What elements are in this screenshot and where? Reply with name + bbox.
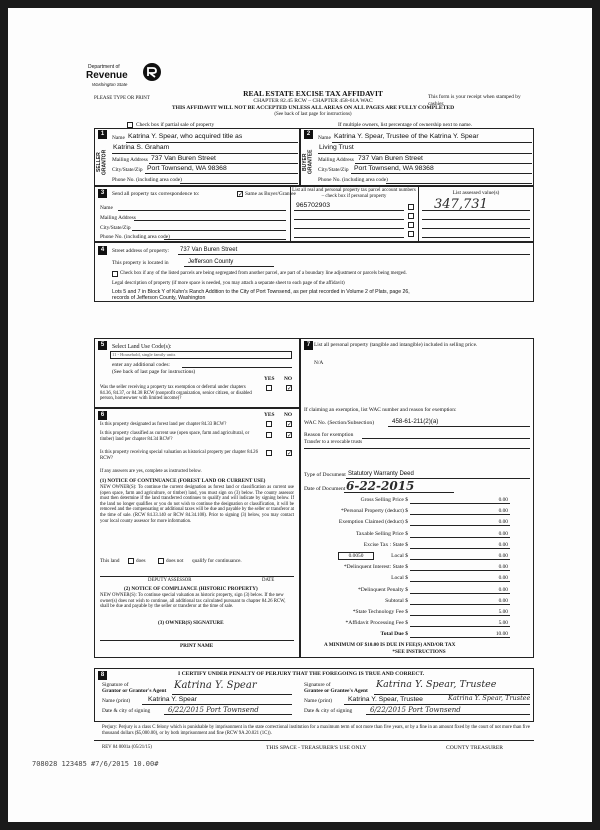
amount-row-label: *State Technology Fee $ bbox=[352, 609, 408, 615]
seller-city-field[interactable]: Port Townsend, WA 98368 bbox=[147, 165, 227, 172]
amount-row-value[interactable]: 0.00 bbox=[498, 519, 508, 526]
partial-sale-label: Check box if partial sale of property bbox=[136, 122, 215, 128]
amount-row-value[interactable]: 0.00 bbox=[498, 597, 508, 604]
s6-q2-no[interactable]: ✓ bbox=[287, 432, 293, 439]
s3-phone-label: Phone No. (including area code) bbox=[100, 234, 170, 240]
amount-row-value[interactable]: 0.00 bbox=[498, 564, 508, 571]
seller-side-label: SELLER GRANTOR bbox=[96, 149, 108, 175]
grantor-name-field[interactable]: Katrina Y. Spear bbox=[148, 696, 197, 703]
see-back-note: (See back of last page for instructions) bbox=[274, 112, 352, 117]
amount-row-value[interactable]: 0.00 bbox=[498, 508, 508, 515]
parcel-header: List all real and personal property tax parcel account numbers – check box if personal property bbox=[292, 188, 416, 199]
same-as-buyer-checkbox[interactable]: ✓ bbox=[238, 191, 244, 198]
does-text: does bbox=[136, 558, 146, 564]
revenue-logo bbox=[86, 62, 166, 90]
parcel-personal-checkbox-1[interactable] bbox=[408, 204, 414, 210]
buyer-side-label: BUYER GRANTEE bbox=[302, 149, 314, 175]
land-use-label: Select Land Use Code(s): bbox=[112, 344, 172, 350]
parcel-personal-checkbox-4[interactable] bbox=[408, 231, 414, 237]
county-field[interactable]: Jefferson County bbox=[188, 259, 234, 265]
section-7-number: 7 bbox=[304, 341, 313, 350]
buyer-name-label: Name bbox=[318, 135, 331, 141]
s3-mailing-label: Mailing Address bbox=[100, 215, 136, 221]
amount-row-value[interactable]: 0.00 bbox=[498, 575, 508, 582]
amount-row-label: *Delinquent Penalty $ bbox=[357, 586, 408, 593]
please-type: PLEASE TYPE OR PRINT bbox=[94, 96, 150, 101]
s6-yes: YES bbox=[264, 412, 275, 418]
section-4-number: 4 bbox=[98, 246, 107, 255]
s3-name-label: Name bbox=[100, 205, 113, 211]
deputy-assessor: DEPUTY ASSESSOR bbox=[148, 578, 192, 583]
dept-line3: Washington State bbox=[92, 82, 128, 87]
s3-city-label: City/State/Zip bbox=[100, 225, 131, 231]
owner-signature-line[interactable] bbox=[100, 640, 294, 641]
grantee-name-label: Name (print) bbox=[304, 698, 332, 704]
form-chapter: CHAPTER 82.45 RCW – CHAPTER 458-61A WAC bbox=[253, 98, 373, 104]
rev-number: REV 84 0001a (05/21/15) bbox=[102, 745, 152, 750]
buyer-mailing-label: Mailing Address bbox=[318, 157, 354, 163]
wac-label: WAC No. (Section/Subsection) bbox=[304, 420, 375, 426]
seller-name-field-2[interactable]: Katrina S. Graham bbox=[113, 144, 170, 151]
s6-no: NO bbox=[284, 412, 293, 418]
amount-row-label: *Delinquent Interest: State $ bbox=[343, 564, 408, 571]
s5-yes-checkbox[interactable] bbox=[266, 385, 272, 391]
s5-exempt-question: Was the seller receiving a property tax exemption or deferral under chapters 84.36, 84.37, or 84.38 RCW (nonprofit organization, senior citizen, or disabled person, homeowner with limited income)? bbox=[100, 385, 252, 402]
same-as-buyer-label: Same as Buyer/Grantee bbox=[245, 191, 296, 197]
perjury-note: Perjury: Perjury is a class C felony which is punishable by imprisonment in the state correctional institution for a maximum term of not more than five years, or by a fine in an amount fixed by the court of not more than five thousand dollars ($5,000.00), or by both imprisonment and fine (RCW 9A.20.021 (1C)). bbox=[102, 725, 531, 736]
personal-property-value[interactable]: N/A bbox=[314, 360, 324, 366]
owner-signature-label: (3) OWNER(S) SIGNATURE bbox=[158, 620, 224, 626]
amount-row-label: Total Due $ bbox=[380, 631, 408, 638]
multiple-owners-note: If multiple owners, list percentage of ownership next to name. bbox=[338, 122, 472, 128]
section-3-number: 3 bbox=[98, 189, 107, 198]
s6-q3-no[interactable]: ✓ bbox=[287, 450, 293, 457]
seller-name-label: Name bbox=[112, 135, 125, 141]
section-1-number: 1 bbox=[98, 130, 107, 139]
amount-row-value[interactable]: 10.00 bbox=[495, 631, 508, 638]
s6-q3: Is this property receiving special valuation as historical property per chapter 84.26 RCW? bbox=[100, 450, 258, 461]
legal-field-1[interactable]: Lots 5 and 7 in Block Y of Kuhn's Ranch Addition to the City of Port Townsend, as per plat recorded in Volume 2 of Plats, page 26, bbox=[112, 289, 410, 295]
amount-row-value[interactable]: 5.00 bbox=[498, 620, 508, 627]
legal-field-2[interactable]: records of Jefferson County, Washington bbox=[112, 295, 206, 301]
does-label: This land bbox=[100, 558, 120, 564]
dept-line1: Department of bbox=[88, 64, 120, 70]
local-rate-value: 0.0050 bbox=[348, 553, 364, 559]
amount-row-label: Local $ bbox=[391, 553, 408, 559]
minimum-note: A MINIMUM OF $10.00 IS DUE IN FEE(S) AND/OR TAX bbox=[324, 642, 456, 648]
buyer-city-field[interactable]: Port Townsend, WA 98368 bbox=[354, 165, 434, 172]
s6-q3-yes[interactable] bbox=[266, 450, 272, 456]
s6-q1: Is this property designated as forest land per chapter 84.33 RCW? bbox=[100, 422, 227, 427]
notice1-title: (1) NOTICE OF CONTINUANCE (FOREST LAND OR CURRENT USE) bbox=[100, 478, 266, 484]
grantee-sig-label: Signature of bbox=[304, 682, 331, 688]
doc-type-field[interactable]: Statutory Warranty Deed bbox=[348, 471, 414, 477]
not-accepted-notice: THIS AFFIDAVIT WILL NOT BE ACCEPTED UNLESS ALL AREAS ON ALL PAGES ARE FULLY COMPLETED bbox=[171, 105, 455, 111]
assessed-header: List assessed value(s) bbox=[452, 190, 500, 196]
print-name-label: PRINT NAME bbox=[180, 643, 214, 649]
notice2-body: NEW OWNER(S): To continue special valuation as historic property, sign (3) below. If the new owner(s) does not wish to continue, all additional tax calculated pursuant to chapter 84.26 RCW, shall be due and payable by the seller or transferor at the time of sale. bbox=[100, 593, 286, 610]
send-correspondence-label: Send all property tax correspondence to: bbox=[112, 191, 200, 197]
section-8-number: 8 bbox=[98, 671, 107, 680]
seller-name-field[interactable]: Katrina Y. Spear, who acquired title as bbox=[128, 133, 243, 140]
section-2-number: 2 bbox=[304, 130, 313, 139]
receipt-note: This form is your receipt when stamped by cashier. bbox=[428, 94, 521, 107]
s5-no-checkbox[interactable]: ✓ bbox=[287, 385, 293, 392]
street-field[interactable]: 737 Van Buren Street bbox=[180, 247, 238, 253]
segregated-checkbox[interactable] bbox=[112, 271, 118, 277]
street-label: Street address of property: bbox=[112, 248, 170, 254]
s5-no: NO bbox=[284, 376, 293, 382]
amount-row-label: Gross Selling Price $ bbox=[360, 497, 408, 503]
parcel-number-field[interactable]: 965702903 bbox=[296, 202, 331, 209]
amount-row-value[interactable]: 0.00 bbox=[498, 530, 508, 537]
additional-codes-label: enter any additional codes: bbox=[112, 362, 170, 368]
grantee-name-extra: Katrina Y. Spear, Trustee bbox=[448, 694, 531, 702]
parcel-personal-checkbox-2[interactable] bbox=[408, 213, 414, 219]
segregated-label: Check box if any of the listed parcels are being segregated from another parcel, are part of a boundary line adjustment or parcels being merged. bbox=[120, 271, 407, 276]
legal-label: Legal description of property (if more space is needed, you may attach a separate sheet to each page of the affidavit) bbox=[112, 281, 345, 286]
amount-row-label: Exemption Claimed (deduct) $ bbox=[338, 519, 408, 526]
doc-date-field[interactable]: 6-22-2015 bbox=[346, 479, 415, 493]
qualify-text: qualify for continuance. bbox=[192, 558, 242, 564]
personal-property-label: List all personal property (tangible and intangible) included in selling price. bbox=[314, 342, 478, 348]
parcel-personal-checkbox-3[interactable] bbox=[408, 222, 414, 228]
certify-statement: I CERTIFY UNDER PENALTY OF PERJURY THAT THE FOREGOING IS TRUE AND CORRECT. bbox=[178, 671, 425, 677]
assessed-value-field[interactable]: 347,731 bbox=[434, 197, 488, 212]
amount-row-label: Local $ bbox=[391, 575, 408, 582]
reason-label: Reason for exemption bbox=[304, 432, 354, 438]
grantee-name-field[interactable]: Katrina Y. Spear, Trustee bbox=[348, 696, 423, 703]
amount-row-value[interactable]: 0.00 bbox=[498, 497, 508, 503]
grantee-date-label: Date & city of signing bbox=[304, 708, 353, 714]
wac-field[interactable]: 458-61-211(2)(a) bbox=[392, 418, 439, 425]
treasurer-space: THIS SPACE - TREASURER'S USE ONLY bbox=[266, 745, 367, 751]
amount-row-label: Excise Tax : State $ bbox=[363, 541, 408, 548]
receipt-stamp: 708028 123485 #7/6/2015 10.00# bbox=[32, 760, 159, 768]
dept-line2: Revenue bbox=[86, 70, 128, 81]
amount-row-value[interactable]: 0.00 bbox=[498, 586, 508, 593]
seller-mailing-field[interactable]: 737 Van Buren Street bbox=[151, 155, 216, 162]
does-not-text: does not bbox=[166, 558, 184, 564]
county-treasurer: COUNTY TREASURER bbox=[446, 745, 504, 751]
does-checkbox[interactable] bbox=[128, 558, 134, 564]
buyer-name-field-2[interactable]: Living Trust bbox=[319, 144, 354, 151]
s6-q2-yes[interactable] bbox=[266, 432, 272, 438]
reason-field[interactable]: Transfer to a revocable trusts bbox=[304, 440, 363, 445]
revenue-logo-icon bbox=[142, 62, 162, 82]
s6-answered-yes: If any answers are yes, complete as instructed below. bbox=[100, 469, 202, 474]
amount-row-value[interactable]: 0.00 bbox=[498, 541, 508, 548]
grantor-signature[interactable]: Katrina Y. Spear bbox=[174, 680, 257, 691]
see-instructions: *SEE INSTRUCTIONS bbox=[392, 649, 446, 655]
exemption-intro: If claiming an exemption, list WAC number and reason for exemption: bbox=[304, 407, 457, 413]
form-title: REAL ESTATE EXCISE TAX AFFIDAVIT bbox=[243, 89, 383, 98]
amount-row-label: *Personal Property (deduct) $ bbox=[341, 508, 408, 515]
buyer-mailing-field[interactable]: 737 Van Buren Street bbox=[358, 155, 423, 162]
grantee-sig-label2: Grantee or Grantee's Agent bbox=[304, 688, 368, 694]
grantor-name-label: Name (print) bbox=[102, 698, 130, 704]
located-label: This property is located in bbox=[112, 260, 169, 266]
seller-city-label: City/State/Zip bbox=[112, 167, 143, 173]
amount-row-label: Subtotal $ bbox=[385, 597, 408, 604]
grantor-sig-label2: Grantor or Grantor's Agent bbox=[102, 688, 167, 694]
s6-q1-yes[interactable] bbox=[266, 421, 272, 427]
notice2-title: (2) NOTICE OF COMPLIANCE (HISTORIC PROPERTY) bbox=[124, 586, 258, 592]
deputy-date: DATE bbox=[262, 578, 275, 583]
buyer-city-label: City/State/Zip bbox=[318, 167, 349, 173]
seller-mailing-label: Mailing Address bbox=[112, 157, 148, 163]
grantor-date-label: Date & city of signing bbox=[102, 708, 151, 714]
buyer-name-field[interactable]: Katrina Y. Spear, Trustee of the Katrina Y. Spear bbox=[334, 133, 479, 140]
amount-row-value[interactable]: 0.00 bbox=[498, 553, 508, 559]
grantee-date-field[interactable]: 6/22/2015 Port Townsend bbox=[370, 706, 461, 714]
s6-q2: Is this property classified as current use (open space, farm and agricultural, or timber) land per chapter 84.34 RCW? bbox=[100, 431, 250, 442]
land-use-value: 11 - Household, single family units bbox=[112, 352, 176, 357]
grantor-date-field[interactable]: 6/22/2015 Port Townsend bbox=[168, 706, 259, 714]
doc-date-label: Date of Document bbox=[304, 486, 346, 492]
notice1-body: NEW OWNER(S): To continue the current designation as forest land or classification as current use (open space, farm and agriculture, or timber) land, you must sign on (3) below. The county assessor must then determine if the land transferred continues to qualify and will indicate by signing below. If the land no longer qualifies or you do not wish to continue the designation or classification, it will be removed and the compensating or additional taxes will be due and payable by the seller or transferor at the time of sale. (RCW 84.33.140 or RCW 84.34.108). Prior to signing (3) below, you may contact your local county assessor for more information. bbox=[100, 485, 294, 524]
amount-row-value[interactable]: 5.00 bbox=[498, 609, 508, 615]
seller-phone-label: Phone No. (including area code) bbox=[112, 177, 182, 183]
s6-q1-no[interactable]: ✓ bbox=[287, 421, 293, 428]
doc-type-label: Type of Document bbox=[304, 472, 346, 478]
grantee-signature[interactable]: Katrina Y. Spear, Trustee bbox=[376, 679, 497, 690]
amount-row-label: Taxable Selling Price $ bbox=[356, 530, 408, 537]
section-5-number: 5 bbox=[98, 341, 107, 350]
section-6-number: 6 bbox=[98, 411, 107, 420]
buyer-phone-label: Phone No. (including area code) bbox=[318, 177, 388, 183]
s5-see-back: (See back of last page for instructions) bbox=[112, 369, 196, 375]
s5-yes: YES bbox=[264, 376, 275, 382]
amount-row-label: *Affidavit Processing Fee $ bbox=[345, 620, 408, 627]
does-not-checkbox[interactable] bbox=[158, 558, 164, 564]
grantor-sig-label: Signature of bbox=[102, 682, 129, 688]
